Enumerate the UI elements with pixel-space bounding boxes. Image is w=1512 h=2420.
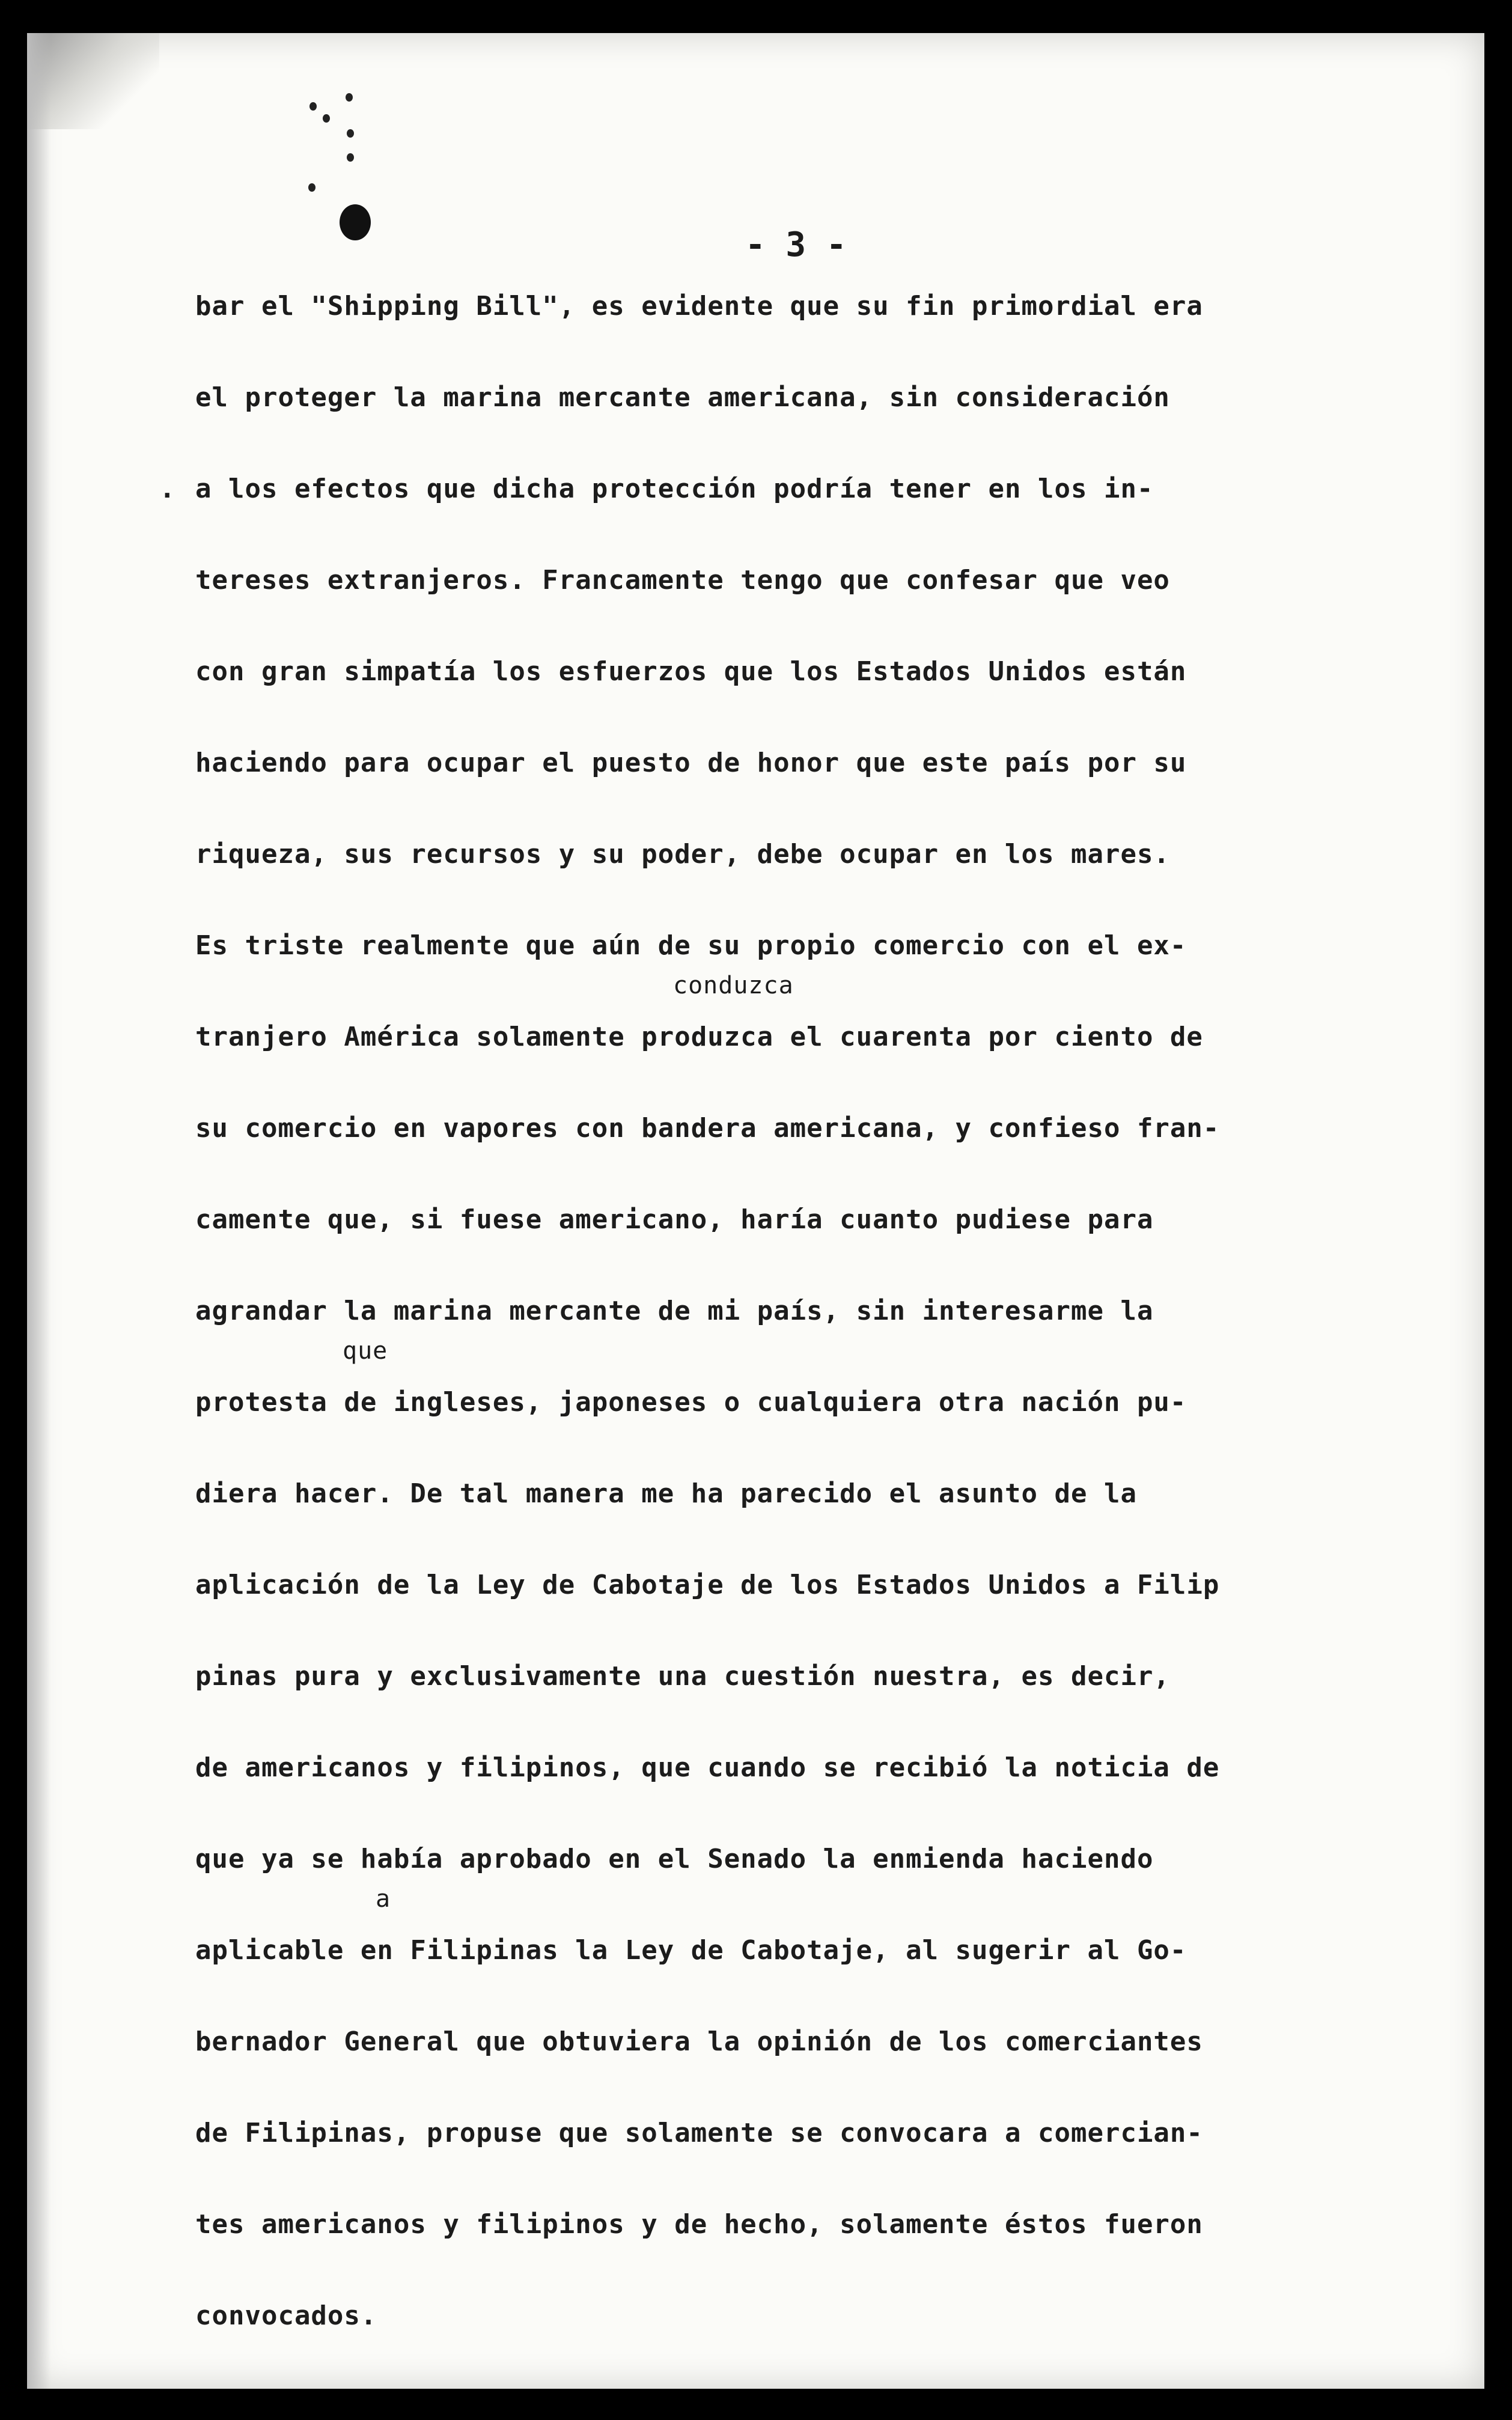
text-line-content: aplicable en Filipinas la Ley de Cabotaje, al sugerir al Go-	[195, 1935, 1187, 1966]
text-line: convocados.	[195, 2300, 377, 2331]
text-line: de Filipinas, propuse que solamente se convocara a comercian-	[195, 2118, 1203, 2148]
ink-speck	[346, 93, 353, 102]
text-line: tes americanos y filipinos y de hecho, solamente éstos fueron	[195, 2209, 1203, 2240]
text-line-content: protesta de ingleses, japoneses o cualquiera otra nación pu-	[195, 1387, 1187, 1418]
handwritten-insertion: a	[376, 1885, 391, 1913]
ink-speck	[308, 183, 316, 192]
text-line: con gran simpatía los esfuerzos que los Estados Unidos están	[195, 656, 1187, 687]
punch-hole	[340, 204, 371, 240]
text-line: pinas pura y exclusivamente una cuestión nuestra, es decir,	[195, 1661, 1170, 1692]
text-line	[195, 972, 1337, 1105]
text-line: riqueza, sus recursos y su poder, debe ocupar en los mares.	[195, 839, 1170, 870]
margin-mark: .	[159, 474, 176, 504]
text-line	[195, 1885, 1337, 2018]
page-edge-shadow	[27, 33, 51, 2389]
ink-speck	[323, 114, 330, 123]
ink-speck	[347, 153, 354, 162]
text-line-content: a los efectos que dicha protección podría tener en los in-	[195, 474, 1154, 504]
handwritten-insertion: que	[343, 1337, 388, 1365]
handwritten-insertion: conduzca	[673, 972, 794, 999]
text-line: tereses extranjeros. Francamente tengo que confesar que veo	[195, 565, 1170, 596]
text-line-content: tranjero América solamente produzca el cuarenta por ciento de	[195, 1022, 1203, 1052]
ink-speck	[347, 129, 354, 138]
text-line: camente que, si fuese americano, haría cuanto pudiese para	[195, 1204, 1154, 1235]
ink-speck	[309, 102, 317, 111]
text-line: Es triste realmente que aún de su propio comercio con el ex-	[195, 930, 1187, 961]
text-line: agrandar la marina mercante de mi país, sin interesarme la	[195, 1296, 1154, 1326]
text-line: bernador General que obtuviera la opinión de los comerciantes	[195, 2026, 1203, 2057]
text-line: bar el "Shipping Bill", es evidente que su fin primordial era	[195, 291, 1203, 322]
text-line	[159, 465, 1337, 556]
text-line: su comercio en vapores con bandera americana, y confieso fran-	[195, 1113, 1220, 1144]
typed-text-body	[159, 282, 1337, 2383]
text-line	[195, 1337, 1337, 1470]
text-line: aplicación de la Ley de Cabotaje de los Estados Unidos a Filip	[195, 1570, 1220, 1600]
text-line: haciendo para ocupar el puesto de honor que este país por su	[195, 748, 1187, 778]
text-line: diera hacer. De tal manera me ha parecido el asunto de la	[195, 1478, 1137, 1509]
page-number: - 3 -	[745, 225, 847, 264]
text-line: el proteger la marina mercante americana, sin consideración	[195, 382, 1170, 413]
text-line: de americanos y filipinos, que cuando se recibió la noticia de	[195, 1752, 1220, 1783]
text-line: que ya se había aprobado en el Senado la enmienda haciendo	[195, 1844, 1154, 1874]
